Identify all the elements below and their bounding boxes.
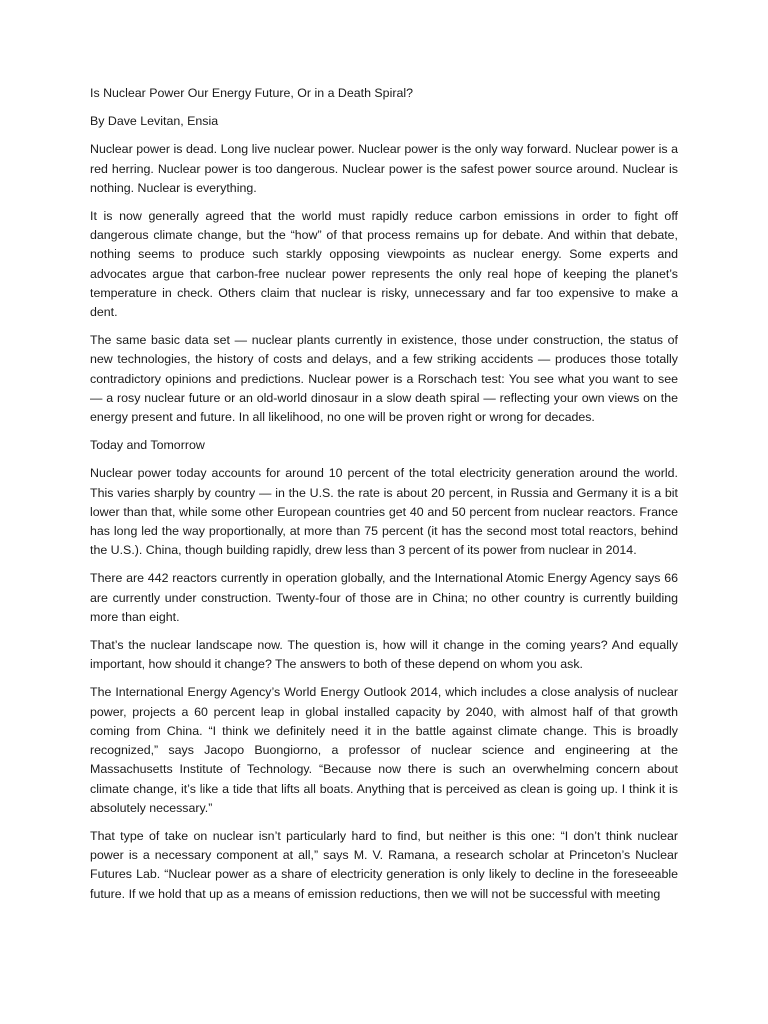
paragraph: There are 442 reactors currently in operation globally, and the International Atomic Energy Agency says 66 are currently under construction. Twenty-four of those are in China; no other country is currently building more than eight. bbox=[90, 571, 678, 624]
paragraph: The International Energy Agency’s World Energy Outlook 2014, which includes a close analysis of nuclear power, projects a 60 percent leap in global installed capacity by 2040, with almost half of that growth coming from China. “I think we definitely need it in the battle against climate change. This is broadly recognized,” says Jacopo Buongiorno, a professor of nuclear science and engineering at the Massachusetts Institute of Technology. “Because now there is such an overwhelming concern about climate change, it’s like a tide that lifts all boats. Anything that is perceived as clean is going up. I think it is absolutely necessary.” bbox=[90, 685, 678, 815]
article-byline: By Dave Levitan, Ensia bbox=[90, 114, 219, 129]
paragraph: That’s the nuclear landscape now. The question is, how will it change in the coming years? And equally important, how should it change? The answers to both of these depend on whom you ask. bbox=[90, 638, 678, 672]
section-heading: Today and Tomorrow bbox=[90, 438, 205, 453]
paragraph: Nuclear power today accounts for around 10 percent of the total electricity generation around the world. This varies sharply by country — in the U.S. the rate is about 20 percent, in Russia and Germany it is a bit lower than that, while some other European countries get 40 and 50 percent from nuclear reactors. France has long led the way proportionally, at more than 75 percent (it has the second most total reactors, behind the U.S.). China, though building rapidly, drew less than 3 percent of its power from nuclear in 2014. bbox=[90, 466, 678, 558]
paragraph: The same basic data set — nuclear plants currently in existence, those under construction, the status of new technologies, the history of costs and delays, and a few striking accidents — produces those totally contradictory opinions and predictions. Nuclear power is a Rorschach test: You see what you want to see — a rosy nuclear future or an old-world dinosaur in a slow death spiral — reflecting your own views on the energy present and future. In all likelihood, no one will be proven right or wrong for decades. bbox=[90, 333, 678, 425]
article-title: Is Nuclear Power Our Energy Future, Or in a Death Spiral? bbox=[90, 86, 413, 100]
paragraph: It is now generally agreed that the world must rapidly reduce carbon emissions in order to fight off dangerous climate change, but the “how” of that process remains up for debate. And within that debate, nothing seems to produce such starkly opposing viewpoints as nuclear energy. Some experts and advocates argue that carbon-free nuclear power represents the only real hope of keeping the planet’s temperature in check. Others claim that nuclear is risky, unnecessary and far too expensive to make a dent. bbox=[90, 209, 678, 320]
paragraph: That type of take on nuclear isn’t particularly hard to find, but neither is this one: “I don’t think nuclear power is a necessary component at all,” says M. V. Ramana, a research scholar at Princeton’s Nuclear Futures Lab. “Nuclear power as a share of electricity generation is only likely to decline in the foreseeable future. If we hold that up as a means of emission reductions, then we will not be successful with meeting bbox=[90, 828, 678, 901]
paragraph: Nuclear power is dead. Long live nuclear power. Nuclear power is the only way forward. Nuclear power is a red herring. Nuclear power is too dangerous. Nuclear power is the safest power source around. Nuclear is nothing. Nuclear is everything. bbox=[90, 142, 678, 195]
document-page bbox=[90, 84, 678, 913]
